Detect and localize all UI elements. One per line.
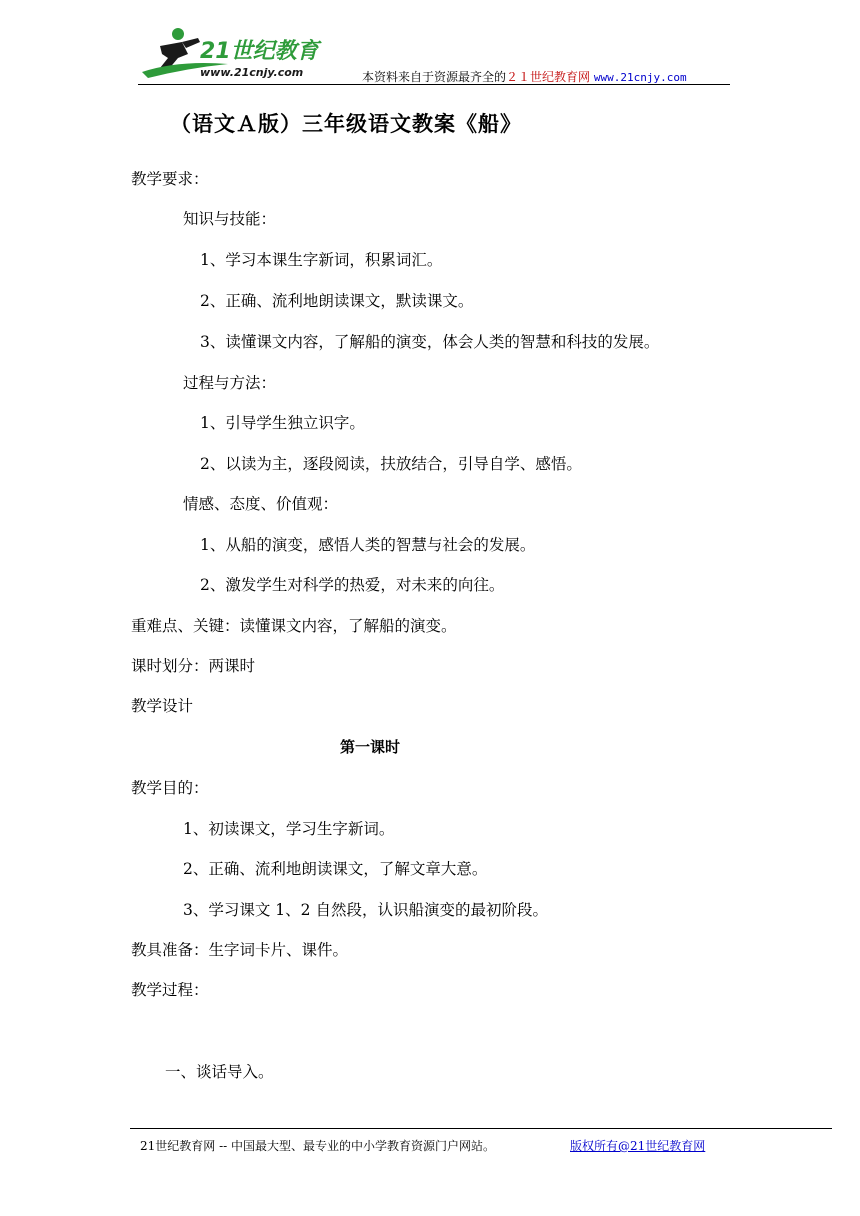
subsection-heading: 知识与技能： bbox=[183, 210, 277, 228]
lesson-division: 课时划分：两课时 bbox=[131, 657, 256, 675]
lesson-heading: 第一课时 bbox=[340, 738, 401, 756]
section-heading: 教学过程： bbox=[131, 981, 209, 999]
document-title: （语文Ａ版）三年级语文教案《船》 bbox=[170, 111, 522, 136]
list-item: 2、正确、流利地朗读课文，默读课文。 bbox=[200, 292, 474, 310]
header-divider bbox=[138, 84, 730, 85]
step-heading: 一、谈话导入。 bbox=[165, 1063, 274, 1081]
section-heading: 教学设计 bbox=[131, 697, 194, 715]
list-item: 1、从船的演变，感悟人类的智慧与社会的发展。 bbox=[200, 536, 536, 554]
list-item: 2、以读为主，逐段阅读，扶放结合，引导自学、感悟。 bbox=[200, 455, 582, 473]
list-item: 2、激发学生对科学的热爱，对未来的向往。 bbox=[200, 576, 505, 594]
list-item: 1、引导学生独立识字。 bbox=[200, 414, 365, 432]
key-points: 重难点、关键：读懂课文内容，了解船的演变。 bbox=[131, 617, 457, 635]
section-heading: 教学目的： bbox=[131, 779, 209, 797]
footer-divider bbox=[130, 1128, 832, 1129]
footer-text: 21世纪教育网 -- 中国最大型、最专业的中小学教育资源门户网站。 bbox=[140, 1139, 496, 1153]
list-item: 1、初读课文，学习生字新词。 bbox=[183, 820, 395, 838]
list-item: 1、学习本课生字新词，积累词汇。 bbox=[200, 251, 443, 269]
header-note bbox=[362, 68, 687, 85]
subsection-heading: 情感、态度、价值观： bbox=[183, 495, 339, 513]
materials: 教具准备：生字词卡片、课件。 bbox=[131, 941, 349, 959]
logo-url: www.21cnjy.com bbox=[200, 66, 304, 79]
header-note-prefix: 本资料来自于资源最齐全的 bbox=[362, 70, 507, 84]
header-note-highlight[interactable]: ２１世纪教育网 bbox=[506, 70, 591, 84]
site-logo bbox=[138, 24, 338, 84]
list-item: 3、学习课文 1、2 自然段，认识船演变的最初阶段。 bbox=[183, 901, 548, 919]
list-item: 2、正确、流利地朗读课文，了解文章大意。 bbox=[183, 860, 488, 878]
footer-copyright-link[interactable]: 版权所有@21世纪教育网 bbox=[570, 1139, 706, 1153]
list-item: 3、读懂课文内容，了解船的演变，体会人类的智慧和科技的发展。 bbox=[200, 333, 660, 351]
section-heading: 教学要求： bbox=[131, 170, 209, 188]
subsection-heading: 过程与方法： bbox=[183, 374, 277, 392]
header-note-site[interactable]: www.21cnjy.com bbox=[593, 71, 687, 84]
logo-text: 21世纪教育 bbox=[200, 39, 319, 64]
